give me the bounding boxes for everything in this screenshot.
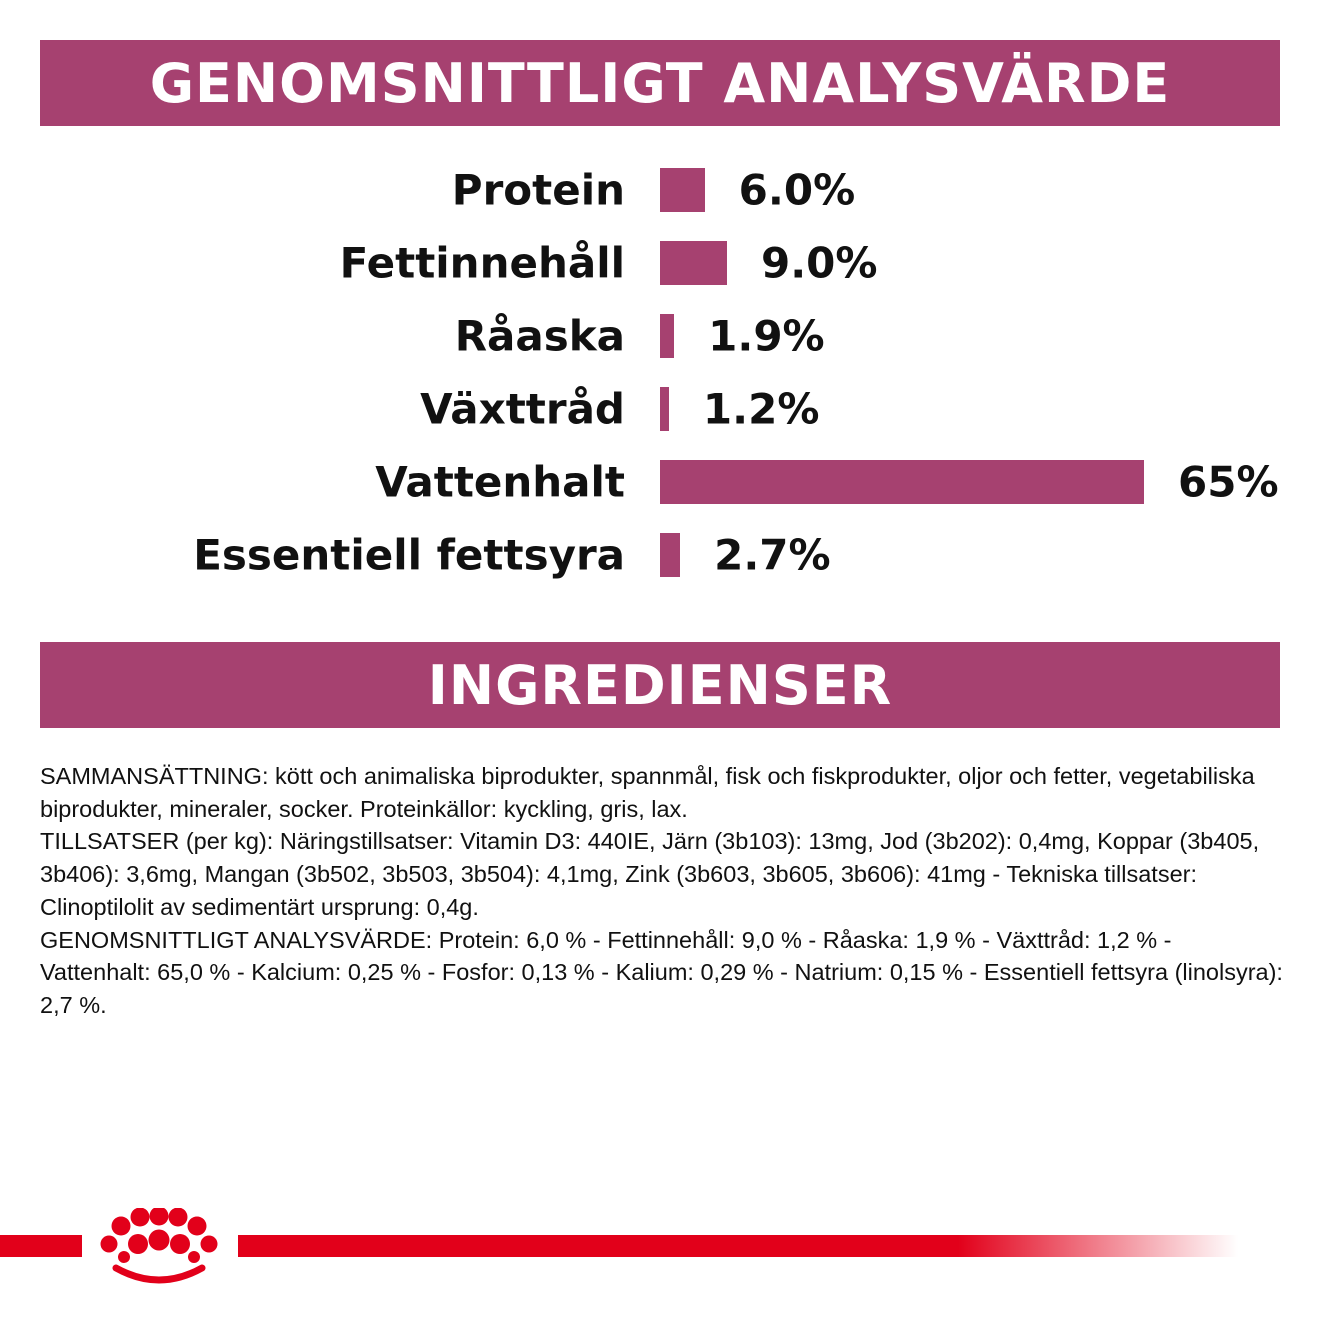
ingredients-text <box>40 760 1285 1022</box>
chart-row <box>0 311 1320 361</box>
chart-category-label: Protein <box>451 165 625 215</box>
ingredients-banner-title: INGREDIENSER <box>427 653 893 717</box>
crown-dots <box>101 1208 218 1263</box>
chart-category-label: Råaska <box>454 311 625 361</box>
analysis-banner <box>40 40 1280 126</box>
chart-category-label: Vattenhalt <box>375 457 625 507</box>
chart-value-label: 1.2% <box>702 384 820 434</box>
ingredients-additives: TILLSATSER (per kg): Näringstillsatser: Vitamin D3: 440IE, Järn (3b103): 13mg, Jod (3b202): 0,4mg, Koppar (3b405, 3b406): 3,6mg, Mangan (3b502, 3b503, 3b504): 4,1mg, Zink (3b603, 3b605, 3b606): 41mg - Tekniska tillsatser: Clinoptilolit av sedimentärt ursprung: 0,4g. <box>40 828 1260 920</box>
chart-row <box>0 384 1320 434</box>
ingredients-banner <box>40 642 1280 728</box>
footer-brand-line-left <box>0 1235 82 1257</box>
chart-value-label: 1.9% <box>708 311 825 361</box>
chart-value-label: 2.7% <box>714 530 831 580</box>
footer-brand-line-right <box>238 1235 1238 1257</box>
chart-value-label: 65% <box>1178 457 1279 507</box>
chart-bar <box>660 387 669 431</box>
chart-bar <box>660 533 680 577</box>
chart-row <box>0 530 1320 580</box>
crown-base-arc <box>116 1268 202 1280</box>
analysis-banner-title: GENOMSNITTLIGT ANALYSVÄRDE <box>149 51 1171 115</box>
nutrient-bar-chart <box>0 150 1320 610</box>
chart-bar <box>660 314 674 358</box>
ingredients-composition: SAMMANSÄTTNING: kött och animaliska biprodukter, spannmål, fisk och fiskprodukter, oljor och fetter, vegetabiliska biprodukter, mineraler, socker. Proteinkällor: kyckling, gris, lax. <box>40 763 1255 822</box>
ingredients-analysis: GENOMSNITTLIGT ANALYSVÄRDE: Protein: 6,0 % - Fettinnehåll: 9,0 % - Råaska: 1,9 % - Växttråd: 1,2 % - Vattenhalt: 65,0 % - Kalcium: 0,25 % - Fosfor: 0,13 % - Kalium: 0,29 % - Natrium: 0,15 % - Essentiell fettsyra (linolsyra): 2,7 %. <box>40 926 1283 1018</box>
chart-value-label: 9.0% <box>761 238 878 288</box>
chart-bar <box>660 168 705 212</box>
chart-bar <box>660 460 1144 504</box>
chart-value-label: 6.0% <box>738 165 856 215</box>
chart-category-label: Växttråd <box>420 384 625 434</box>
chart-category-label: Essentiell fettsyra <box>193 530 625 580</box>
chart-category-label: Fettinnehåll <box>339 238 625 288</box>
chart-bar <box>660 241 727 285</box>
chart-row <box>0 165 1320 215</box>
chart-row <box>0 238 1320 288</box>
chart-row <box>0 457 1320 507</box>
royal-canin-crown-icon <box>92 1208 226 1284</box>
